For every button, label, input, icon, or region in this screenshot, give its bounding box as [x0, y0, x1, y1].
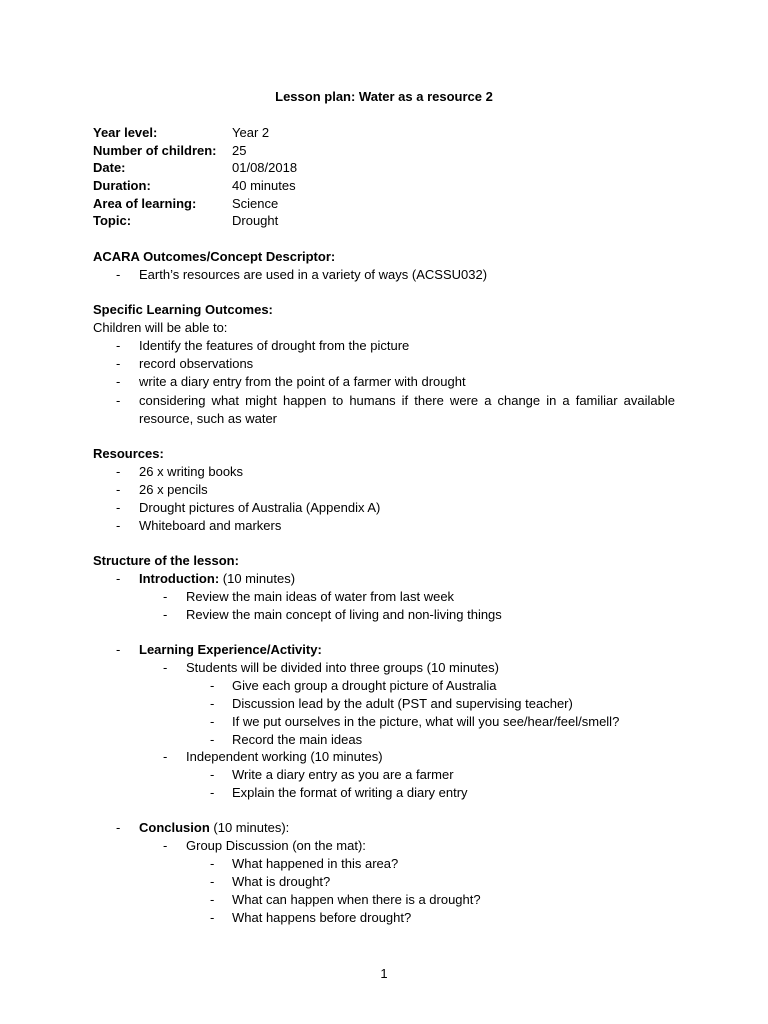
resource-item: Whiteboard and markers [139, 518, 282, 533]
introduction-item: Review the main ideas of water from last week [186, 589, 455, 604]
discussion-line: Group Discussion (on the mat): [186, 838, 366, 853]
independent-line: Independent working (10 minutes) [186, 749, 383, 764]
list-dash: - [116, 393, 121, 408]
outcomes-heading: Specific Learning Outcomes: [93, 302, 273, 317]
info-value: 40 minutes [232, 178, 296, 194]
info-row-duration [93, 177, 297, 195]
outcome-item: considering what might happen to humans if there were a change in a familiar available resource, such as water [139, 393, 675, 426]
list-dash: - [116, 374, 121, 389]
conclusion-time: (10 minutes): [209, 820, 290, 835]
introduction-line [139, 570, 295, 588]
introduction-time: (10 minutes) [219, 571, 296, 586]
list-dash: - [210, 767, 215, 782]
info-value: Year 2 [232, 125, 270, 140]
lesson-info [93, 124, 297, 230]
introduction-item: Review the main concept of living and non-living things [186, 607, 502, 622]
outcome-item: write a diary entry from the point of a farmer with drought [139, 374, 466, 389]
list-dash: - [116, 356, 121, 371]
info-label: Number of children: [93, 142, 217, 158]
list-dash: - [210, 696, 215, 711]
acara-heading: ACARA Outcomes/Concept Descriptor: [93, 249, 336, 264]
info-value: 01/08/2018 [232, 160, 298, 176]
page-title: Lesson plan: Water as a resource 2 [275, 89, 493, 104]
introduction-label: Introduction: [139, 571, 220, 586]
info-label: Duration: [93, 178, 151, 194]
list-dash: - [163, 749, 168, 764]
list-dash: - [116, 571, 121, 586]
info-row-area [93, 195, 297, 213]
list-dash: - [163, 660, 168, 675]
list-dash: - [210, 732, 215, 747]
list-dash: - [116, 267, 121, 282]
resource-item: 26 x writing books [139, 464, 244, 479]
list-dash: - [116, 338, 121, 353]
list-dash: - [210, 874, 215, 889]
list-dash: - [210, 892, 215, 907]
discussion-item: What happens before drought? [232, 910, 412, 925]
info-label: Year level: [93, 125, 158, 140]
info-value: Drought [232, 213, 279, 229]
outcome-item: Identify the features of drought from the picture [139, 338, 410, 353]
list-dash: - [163, 838, 168, 853]
info-row-children [93, 142, 297, 160]
groups-line: Students will be divided into three groups (10 minutes) [186, 660, 499, 675]
list-dash: - [210, 714, 215, 729]
list-dash: - [116, 518, 121, 533]
info-label: Date: [93, 160, 126, 176]
discussion-item: What happened in this area? [232, 856, 399, 871]
info-row-topic [93, 212, 297, 230]
activity-label: Learning Experience/Activity: [139, 642, 322, 657]
list-dash: - [210, 678, 215, 693]
group-item: Record the main ideas [232, 732, 363, 747]
structure-heading: Structure of the lesson: [93, 553, 239, 568]
info-row-year [93, 124, 297, 142]
group-item: If we put ourselves in the picture, what will you see/hear/feel/smell? [232, 714, 620, 729]
list-dash: - [116, 642, 121, 657]
independent-item: Explain the format of writing a diary entry [232, 785, 468, 800]
info-row-date [93, 159, 297, 177]
list-dash: - [116, 820, 121, 835]
conclusion-line [139, 819, 289, 837]
page-number: 1 [380, 966, 388, 981]
outcome-item: record observations [139, 356, 254, 371]
list-dash: - [163, 607, 168, 622]
resources-heading: Resources: [93, 446, 164, 461]
list-dash: - [116, 464, 121, 479]
info-label: Area of learning: [93, 195, 197, 211]
list-dash: - [210, 785, 215, 800]
info-value: Science [232, 195, 279, 211]
discussion-item: What is drought? [232, 874, 331, 889]
independent-item: Write a diary entry as you are a farmer [232, 767, 454, 782]
resource-item: Drought pictures of Australia (Appendix A) [139, 500, 381, 515]
conclusion-label: Conclusion [139, 820, 210, 835]
group-item: Give each group a drought picture of Australia [232, 678, 497, 693]
discussion-item: What can happen when there is a drought? [232, 892, 481, 907]
list-dash: - [210, 856, 215, 871]
list-dash: - [116, 500, 121, 515]
info-value: 25 [232, 142, 247, 158]
list-dash: - [163, 589, 168, 604]
list-dash: - [116, 482, 121, 497]
list-dash: - [210, 910, 215, 925]
info-label: Topic: [93, 213, 132, 229]
outcomes-intro: Children will be able to: [93, 320, 228, 335]
resource-item: 26 x pencils [139, 482, 208, 497]
acara-item: Earth’s resources are used in a variety of ways (ACSSU032) [139, 267, 488, 282]
group-item: Discussion lead by the adult (PST and supervising teacher) [232, 696, 573, 711]
